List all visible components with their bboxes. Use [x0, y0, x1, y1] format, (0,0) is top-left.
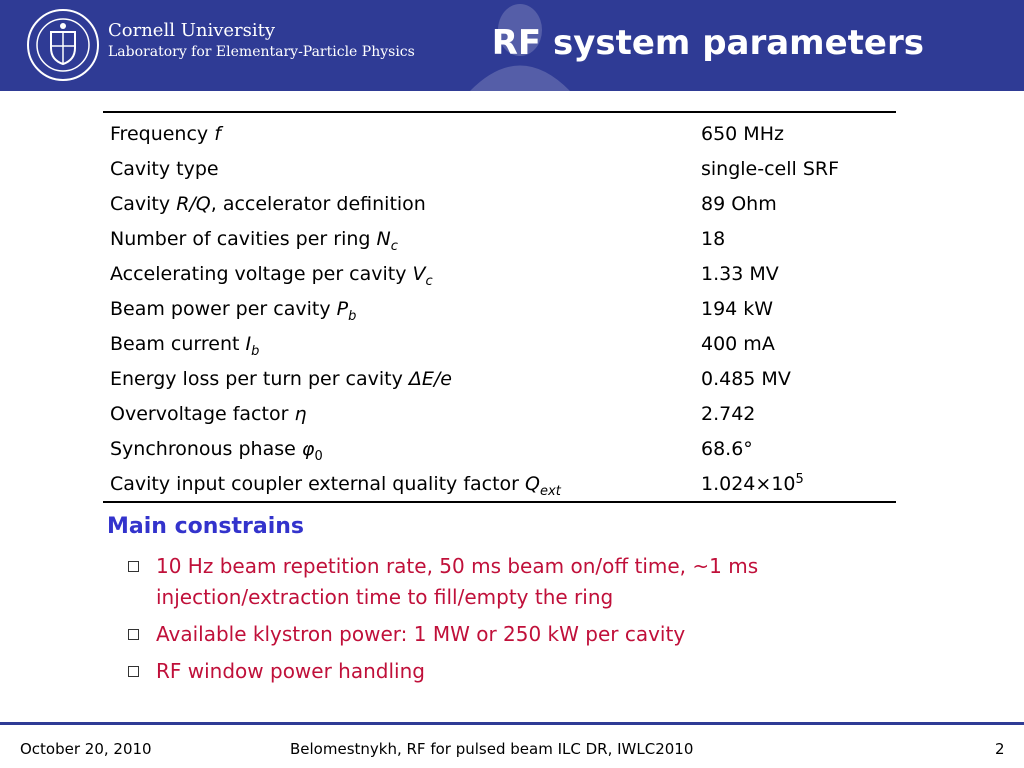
table-row: [103, 326, 896, 361]
param-label: Frequency f: [110, 122, 221, 145]
param-value: $1.024\times 10^5$: [701, 471, 804, 495]
table-row: [103, 186, 896, 221]
square-bullet-icon: [128, 629, 139, 640]
table-row: [103, 396, 896, 431]
param-value: 650 MHz: [701, 122, 784, 145]
param-value: 2.742: [701, 402, 756, 425]
table-row: [103, 466, 896, 502]
param-value: 194 kW: [701, 297, 774, 320]
table-row: [103, 112, 896, 151]
square-bullet-icon: [128, 561, 139, 572]
page-number: 2: [995, 740, 1005, 758]
param-value: 400 mA: [701, 332, 775, 355]
param-value: single-cell SRF: [701, 157, 840, 180]
param-label: Accelerating voltage per cavity $V_c$: [110, 262, 433, 289]
constraints-list: [128, 551, 868, 693]
list-item: 10 Hz beam repetition rate, 50 ms beam on/off time, ~1 ms injection/extraction time to fill/empty the ring: [128, 551, 868, 613]
param-label: Synchronous phase $\varphi_0$: [110, 437, 323, 464]
table-row: [103, 291, 896, 326]
university-name: Cornell University: [108, 20, 276, 41]
slide-title: RF system parameters: [491, 23, 924, 63]
param-label: Number of cavities per ring $N_c$: [110, 227, 398, 254]
constraints-heading: Main constrains: [107, 514, 305, 539]
param-label: Overvoltage factor η: [110, 402, 307, 425]
table-row: [103, 221, 896, 256]
footer-divider: [0, 722, 1024, 725]
square-bullet-icon: [128, 666, 139, 677]
table-row: [103, 151, 896, 186]
rf-parameters-table: [103, 111, 896, 503]
slide-header: [0, 0, 1024, 91]
param-label: Beam current $I_b$: [110, 332, 260, 359]
param-value: 18: [701, 227, 726, 250]
table-row: [103, 361, 896, 396]
param-label: Cavity R/Q, accelerator definition: [110, 192, 426, 215]
param-label: Beam power per cavity $P_b$: [110, 297, 357, 324]
param-label: Energy loss per turn per cavity ΔE/e: [110, 367, 452, 390]
list-item: RF window power handling: [128, 656, 868, 687]
param-value: 89 Ohm: [701, 192, 777, 215]
table-row: [103, 256, 896, 291]
param-value: 1.33 MV: [701, 262, 779, 285]
param-value: 0.485 MV: [701, 367, 791, 390]
param-value: 68.6°: [701, 437, 753, 460]
list-item: Available klystron power: 1 MW or 250 kW per cavity: [128, 619, 868, 650]
param-label: Cavity input coupler external quality factor $Q_{ext}$: [110, 472, 561, 499]
footer-date: October 20, 2010: [20, 740, 152, 758]
param-label: Cavity type: [110, 157, 219, 180]
table-row: [103, 431, 896, 466]
lab-name: Laboratory for Elementary-Particle Physics: [108, 44, 415, 60]
footer-caption: Belomestnykh, RF for pulsed beam ILC DR, IWLC2010: [290, 740, 694, 758]
cornell-seal-icon: [26, 8, 100, 82]
